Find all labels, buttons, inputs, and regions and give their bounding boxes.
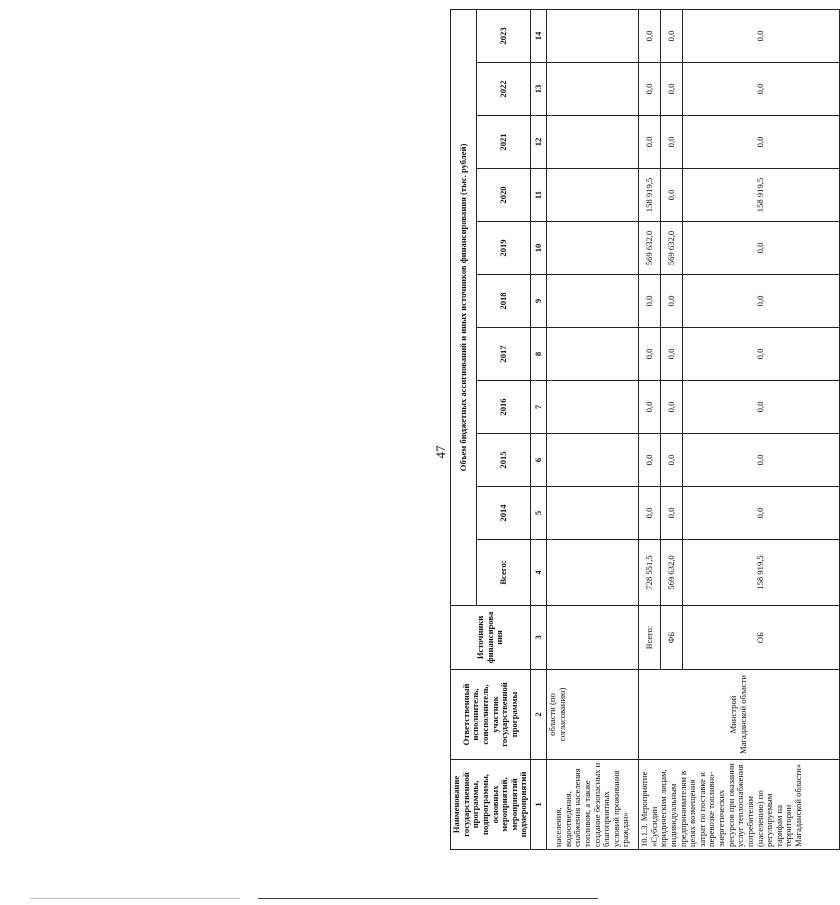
- value-cell: 0,0: [661, 275, 683, 328]
- value-cell: 0,0: [683, 9, 840, 62]
- page-number: 47: [433, 445, 448, 459]
- measure-name: 10.1.3. Мероприятие «Субсидии юридическим лицам, индивидуальным предпринимателям в целях возмещения затрат по поставке и перевозке топливно-энергетических ресурсов при оказании услуг теплоснабжения потребителям (населению) по регулируемым тарифам на территории Магаданской области»: [639, 760, 840, 850]
- value-cell: 158 919,5: [639, 169, 661, 222]
- value-cell: 0,0: [639, 9, 661, 62]
- header-year: 2017: [477, 328, 531, 381]
- header-name: Наименование государственной программы, подпрограммы, основных мероприятий, мероприятий подмероприятий: [451, 760, 531, 850]
- value-cell: 0,0: [661, 9, 683, 62]
- header-year: 2016: [477, 381, 531, 434]
- source-cell: ФБ: [661, 606, 683, 670]
- col-number: 1: [531, 760, 547, 850]
- scan-edge-line: [30, 898, 240, 899]
- total-cell: 728 551,5: [639, 540, 661, 606]
- value-cell: 0,0: [661, 487, 683, 540]
- header-year: 2023: [477, 9, 531, 62]
- col-number: 4: [531, 540, 547, 606]
- total-cell: 569 632,0: [661, 540, 683, 606]
- header-responsible: Ответственный исполнитель, соисполнитель, участник государственной программы: [451, 670, 531, 760]
- header-year: 2015: [477, 434, 531, 487]
- value-cell: 0,0: [639, 487, 661, 540]
- value-cell: 0,0: [683, 116, 840, 169]
- value-cell: 0,0: [661, 169, 683, 222]
- header-year: 2018: [477, 275, 531, 328]
- header-year: 2019: [477, 222, 531, 275]
- col-number: 5: [531, 487, 547, 540]
- col-number: 3: [531, 606, 547, 670]
- value-cell: 0,0: [639, 328, 661, 381]
- value-cell: 0,0: [683, 222, 840, 275]
- measure-responsible: Минстрой Магаданской области: [639, 670, 840, 760]
- value-cell: 0,0: [661, 328, 683, 381]
- continuation-responsible: области (по согласованию): [547, 670, 639, 760]
- value-cell: 0,0: [639, 116, 661, 169]
- header-year: 2020: [477, 169, 531, 222]
- col-number: 2: [531, 670, 547, 760]
- value-cell: 0,0: [661, 63, 683, 116]
- source-cell: ОБ: [683, 606, 840, 670]
- total-cell: 158 919,5: [683, 540, 840, 606]
- continuation-name: населения, водоотведения, снабжения населения топливом, а также создание безопасных и благоприятных условий проживания граждан»: [547, 760, 639, 850]
- header-year: 2014: [477, 487, 531, 540]
- header-funding-title: Объем бюджетных ассигнований и иных источников финансирования (тыс. рублей): [451, 9, 477, 605]
- col-number: 6: [531, 434, 547, 487]
- footer-rule: [258, 898, 598, 899]
- header-year: 2021: [477, 116, 531, 169]
- value-cell: 0,0: [683, 381, 840, 434]
- header-total: Всего:: [477, 540, 531, 606]
- header-source: Источники финансирова ния: [451, 606, 531, 670]
- value-cell: 0,0: [683, 275, 840, 328]
- value-cell: 569 632,0: [639, 222, 661, 275]
- value-cell: 0,0: [639, 63, 661, 116]
- col-number: 10: [531, 222, 547, 275]
- header-year: 2022: [477, 63, 531, 116]
- value-cell: 0,0: [683, 434, 840, 487]
- source-cell: Всего:: [639, 606, 661, 670]
- col-number: 12: [531, 116, 547, 169]
- value-cell: 0,0: [639, 275, 661, 328]
- value-cell: 0,0: [683, 487, 840, 540]
- funding-table: [450, 9, 840, 850]
- value-cell: 0,0: [639, 381, 661, 434]
- value-cell: 0,0: [661, 434, 683, 487]
- value-cell: 569 632,0: [661, 222, 683, 275]
- value-cell: 158 919,5: [683, 169, 840, 222]
- rotated-table-container: [450, 10, 840, 850]
- col-number: 8: [531, 328, 547, 381]
- value-cell: 0,0: [639, 434, 661, 487]
- col-number: 7: [531, 381, 547, 434]
- col-number: 13: [531, 63, 547, 116]
- value-cell: 0,0: [683, 63, 840, 116]
- col-number: 11: [531, 169, 547, 222]
- value-cell: 0,0: [661, 116, 683, 169]
- col-number: 9: [531, 275, 547, 328]
- value-cell: 0,0: [683, 328, 840, 381]
- value-cell: 0,0: [661, 381, 683, 434]
- col-number: 14: [531, 9, 547, 62]
